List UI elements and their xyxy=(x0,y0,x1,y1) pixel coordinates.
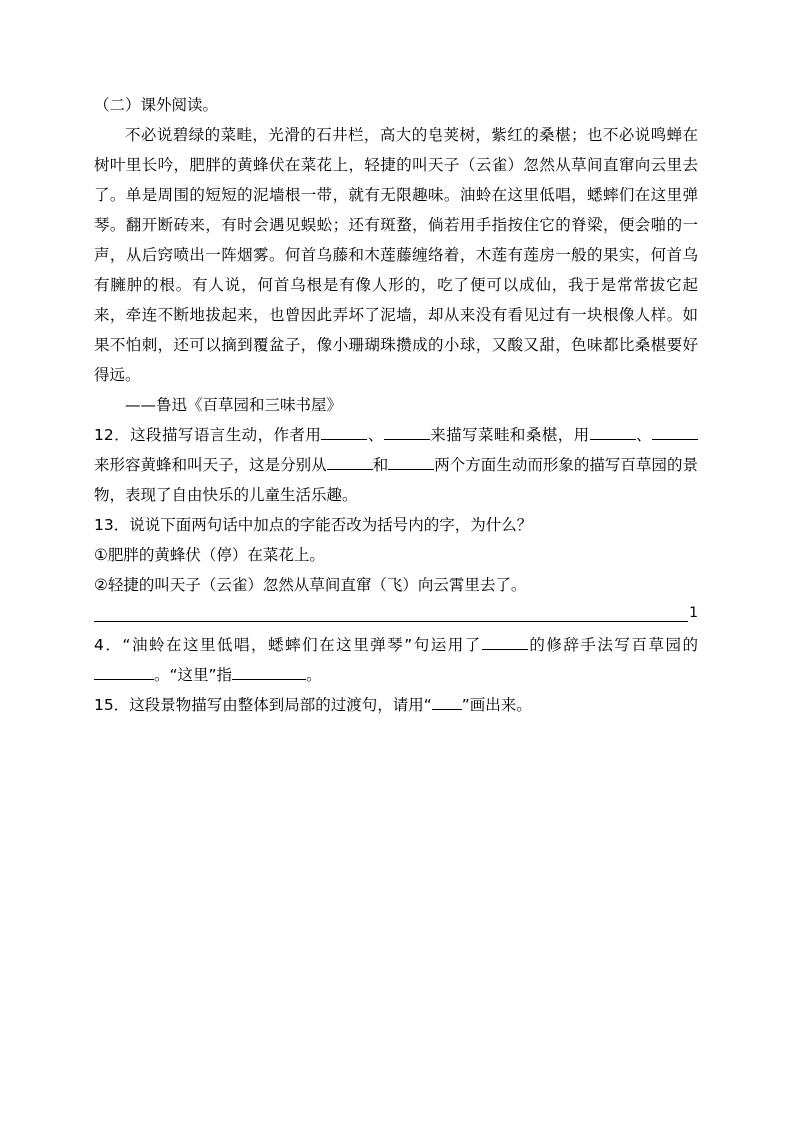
q12-text-3: 来描写菜畦和桑椹，用 xyxy=(429,426,590,444)
q12-blank-4[interactable] xyxy=(652,423,698,440)
q15-text-1: 15．这段景物描写由整体到局部的过渡句，请用“ xyxy=(94,696,432,714)
question-14 xyxy=(94,630,698,690)
q15-underline-sample xyxy=(432,693,462,710)
q12-blank-3[interactable] xyxy=(590,423,636,440)
q14-text-4: 。 xyxy=(306,666,322,684)
question-12 xyxy=(94,420,698,510)
q15-text-2: ”画出来。 xyxy=(461,696,532,714)
question-15 xyxy=(94,690,698,720)
q14-blank-2[interactable] xyxy=(94,663,154,680)
q12-text-2: 、 xyxy=(367,426,384,444)
worksheet-page xyxy=(94,90,698,720)
q13-sentence-1: ①肥胖的黄蜂伏（停）在菜花上。 xyxy=(94,546,325,564)
q12-blank-5[interactable] xyxy=(327,453,373,470)
q12-text-6: 和 xyxy=(372,456,389,474)
q14-text-2: 的修辞手法写百草园的 xyxy=(527,636,698,654)
passage-attribution: ——鲁迅《百草园和三味书屋》 xyxy=(125,396,343,414)
q12-text-7: 两个方面生动而形象的描写百草园的景物，表现了自由快乐的儿童生活乐趣。 xyxy=(94,456,698,504)
q12-blank-6[interactable] xyxy=(388,453,434,470)
q14-text-3: 。“这里”指 xyxy=(154,666,233,684)
q12-blank-1[interactable] xyxy=(321,423,367,440)
section-title: （二）课外阅读。 xyxy=(94,96,219,114)
q13-answer-line[interactable] xyxy=(94,621,688,622)
q12-text-5: 来形容黄蜂和叫天子，这是分别从 xyxy=(94,456,327,474)
q13-sentence-2: ②轻捷的叫天子（云雀）忽然从草间直窜（飞）向云霄里去了。 xyxy=(94,576,527,594)
q14-text-1: 4．“油蛉在这里低唱，蟋蟀们在这里弹琴”句运用了 xyxy=(94,636,482,654)
q12-text-4: 、 xyxy=(635,426,652,444)
q14-blank-1[interactable] xyxy=(482,633,528,650)
q12-blank-2[interactable] xyxy=(384,423,430,440)
q14-blank-3[interactable] xyxy=(232,663,306,680)
reading-passage: 不必说碧绿的菜畦，光滑的石井栏，高大的皂荚树，紫红的桑椹；也不必说鸣蝉在树叶里长吟，肥胖的黄蜂伏在菜花上，轻捷的叫天子（云雀）忽然从草间直窜向云里去了。单是周围的短短的泥墙根一带，就有无限趣味。油蛉在这里低唱，蟋蟀们在这里弹琴。翻开断砖来，有时会遇见蜈蚣；还有斑蝥，倘若用手指按住它的脊梁，便会啪的一声，从后窍喷出一阵烟雾。何首乌藤和木莲藤缠络着，木莲有莲房一般的果实，何首乌有臃肿的根。有人说，何首乌根是有像人形的，吃了便可以成仙，我于是常常拔它起来，牵连不断地拔起来，也曾因此弄坏了泥墙，却从来没有看见过有一块根像人样。如果不怕刺，还可以摘到覆盆子，像小珊瑚珠攒成的小球，又酸又甜，色味都比桑椹要好得远。 xyxy=(94,126,698,384)
q13-line-number: 1 xyxy=(689,605,698,621)
q13-answer-row xyxy=(94,600,698,630)
q12-text-1: 12．这段描写语言生动，作者用 xyxy=(94,426,322,444)
question-13: 13．说说下面两句话中加点的字能否改为括号内的字，为什么？ xyxy=(94,516,533,534)
